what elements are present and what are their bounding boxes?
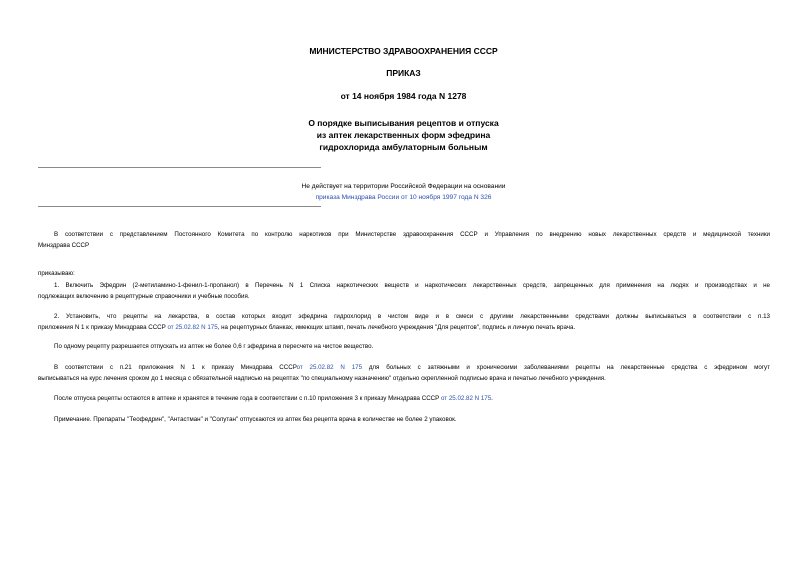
paragraph-line: подлежащих включению в рецептурные справочники и учебные пособия. [38,292,250,300]
paragraph-dose-limit: По одному рецепту разрешается отпускать из аптек не более 0,6 г эфедрина в пересчете на чистое вещество. [54,343,374,350]
title-line: из аптек лекарственных форм эфедрина [316,130,491,140]
paragraph-chronic [38,363,770,384]
paragraph-note: Примечание. Препараты "Теофедрин", "Антастман" и "Солутан" отпускаются из аптек без рецепта врача в количестве не более 2 упаковок. [54,416,457,423]
paragraph-line: выписываться на курс лечения сроком до 1 месяца с обязательной надписью на рецептах "по специальному назначению" отдельно скрепленной подписью врача и печатью лечебного учреждения. [38,374,606,382]
title-line: гидрохлорида амбулаторным больным [319,142,488,152]
paragraph-line: 2. Установить, что рецепты на лекарства, в состав которых входит эфедрина гидрохлорид в чистом виде и в смеси с другими лекарственными средствами должны выписываться в соответствии с п.13 [54,313,770,320]
paragraph-line: В соответствии с представлением Постоянного Комитета по контролю наркотиков при Министерстве здравоохранения СССР и Управления по внедрению новых лекарственных средств и медицинской техники [54,231,770,238]
paragraph-preamble [38,230,770,251]
notice-link[interactable]: приказа Минздрава России от 10 ноября 1997 года N 326 [315,194,492,201]
paragraph-order: приказываю: [38,270,75,277]
paragraph-item-1 [38,281,770,302]
text-run: . [491,395,493,402]
ministry-heading: МИНИСТЕРСТВО ЗДРАВООХРАНЕНИЯ СССР [309,46,498,56]
notice-text: Не действует на территории Российской Федерации на основании [301,183,506,190]
order-date: от 14 ноября 1984 года N 1278 [340,91,467,101]
paragraph-item-2 [38,312,770,333]
paragraph-line: Минздрава СССР [38,241,90,249]
paragraph-line: 1. Включить Эфедрин (2-метиламино-1-фенил-1-пропанол) в Перечень N 1 Списка наркотических веществ и наркотических лекарственных средств, запрещенных для применения на людях и производствах и не [54,282,770,289]
paragraph-storage [38,394,770,405]
text-run: После отпуска рецепты остаются в аптеке и хранятся в течение года в соответствии с п.10 приложения 3 к приказу Минздрава СССР [54,395,441,402]
text-run: , на рецептурных бланках, имеющих штамп, печать лечебного учреждения "Для рецептов", подпись и личную печать врача. [217,323,576,331]
text-run: для больных с затяжными и хроническими заболеваниями рецепты на лекарственные средства с эфедрином могут [362,364,770,371]
paragraph-line [38,363,770,374]
text-run: В соответствии с п.21 приложения N 1 к приказу Минздрава СССР [54,364,297,371]
document-title [0,117,807,153]
order-heading: ПРИКАЗ [386,68,421,78]
validity-notice [0,181,807,203]
reference-link[interactable]: от 25.02.82 N 175 [167,323,218,331]
divider [38,167,321,168]
reference-link[interactable]: от 25.02.82 N 175 [296,364,363,371]
reference-link[interactable]: от 25.02.82 N 175 [440,395,492,402]
text-run: приложения N 1 к приказу Минздрава СССР [38,323,168,331]
divider [38,206,321,207]
paragraph-line [38,323,770,334]
title-line: О порядке выписывания рецептов и отпуска [308,118,499,128]
